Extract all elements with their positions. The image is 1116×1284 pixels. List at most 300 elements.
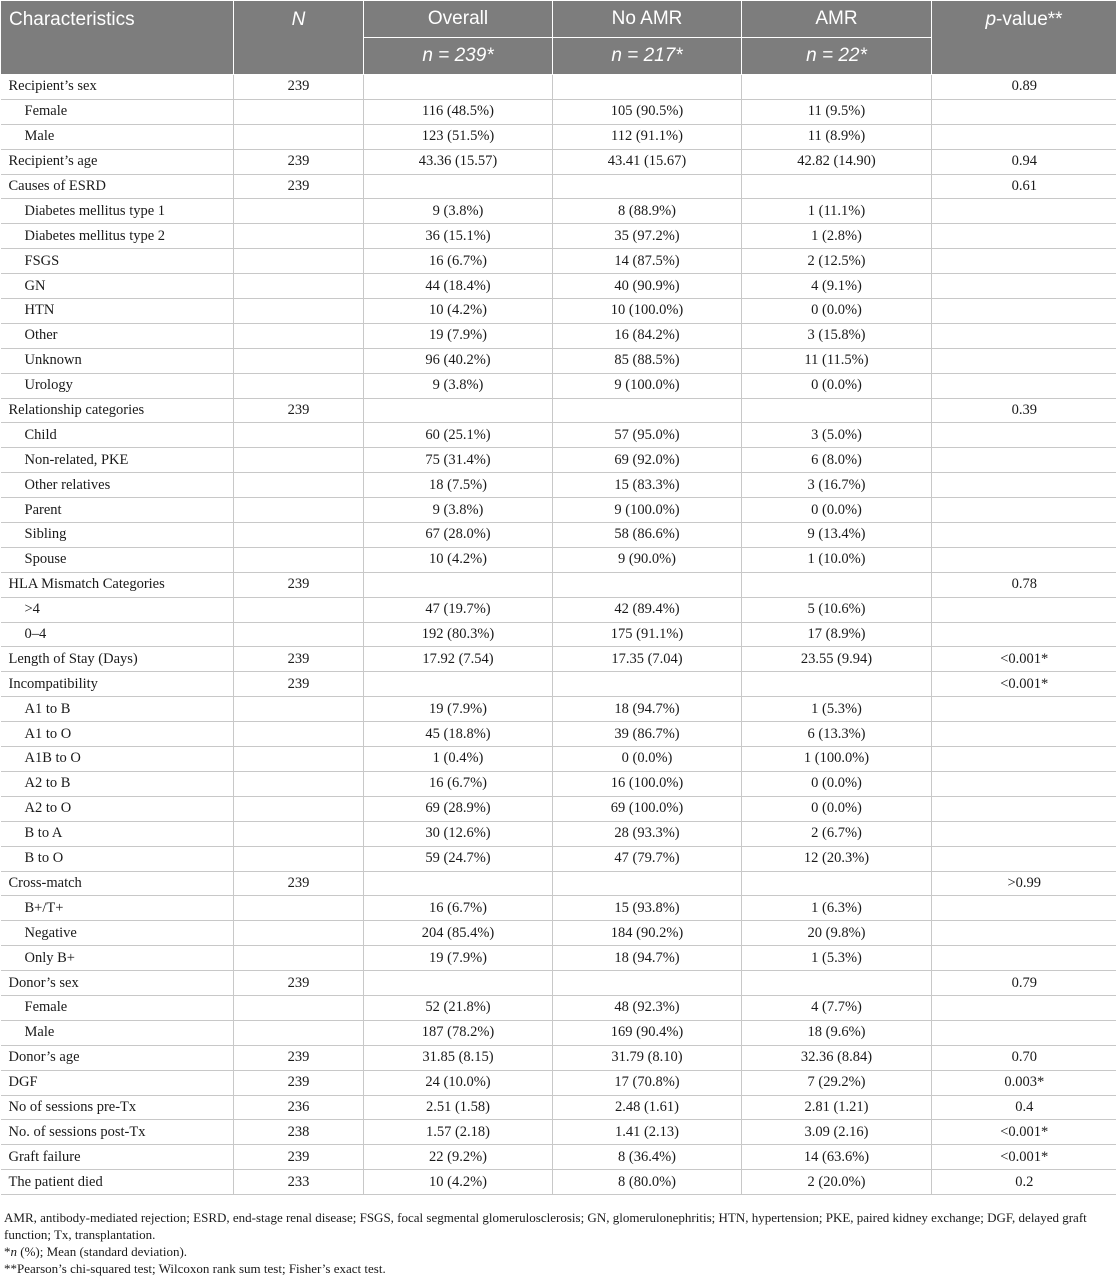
- row-amr: 32.36 (8.84): [742, 1045, 932, 1070]
- row-overall: [364, 971, 553, 996]
- row-overall: 123 (51.5%): [364, 124, 553, 149]
- row-p-value: [932, 473, 1116, 498]
- row-n: [234, 274, 364, 299]
- row-amr: 4 (7.7%): [742, 995, 932, 1020]
- row-no-amr: 39 (86.7%): [553, 722, 742, 747]
- row-n: 236: [234, 1095, 364, 1120]
- row-n: 239: [234, 672, 364, 697]
- row-amr: 1 (100.0%): [742, 747, 932, 772]
- row-p-value: [932, 299, 1116, 324]
- table-row: [1, 921, 1116, 946]
- row-p-value: [932, 448, 1116, 473]
- row-p-value: [932, 99, 1116, 124]
- row-overall: [364, 398, 553, 423]
- header-row: [1, 1, 1116, 38]
- footnote-1-mark: *: [4, 1244, 11, 1260]
- row-overall: 19 (7.9%): [364, 697, 553, 722]
- header-n-amr: [742, 38, 932, 75]
- row-no-amr: 42 (89.4%): [553, 597, 742, 622]
- row-overall: 1 (0.4%): [364, 747, 553, 772]
- row-n: [234, 249, 364, 274]
- row-amr: [742, 572, 932, 597]
- row-overall: 9 (3.8%): [364, 498, 553, 523]
- table-row: [1, 995, 1116, 1020]
- row-n: [234, 299, 364, 324]
- row-p-value: <0.001*: [932, 1120, 1116, 1145]
- row-no-amr: 9 (90.0%): [553, 547, 742, 572]
- row-amr: 3.09 (2.16): [742, 1120, 932, 1145]
- row-label: Graft failure: [1, 1145, 234, 1170]
- row-label: Other relatives: [1, 473, 234, 498]
- table-row: [1, 1170, 1116, 1195]
- row-no-amr: [553, 174, 742, 199]
- row-no-amr: 8 (36.4%): [553, 1145, 742, 1170]
- table-row: [1, 348, 1116, 373]
- row-n: [234, 224, 364, 249]
- n-symbol: n: [422, 45, 433, 66]
- row-no-amr: 17.35 (7.04): [553, 647, 742, 672]
- row-n: 239: [234, 174, 364, 199]
- table-row: [1, 473, 1116, 498]
- row-p-value: 0.61: [932, 174, 1116, 199]
- table-row: [1, 323, 1116, 348]
- row-overall: 30 (12.6%): [364, 821, 553, 846]
- table-row: [1, 423, 1116, 448]
- row-p-value: [932, 995, 1116, 1020]
- row-label: Recipient’s age: [1, 149, 234, 174]
- row-overall: 43.36 (15.57): [364, 149, 553, 174]
- row-p-value: 0.39: [932, 398, 1116, 423]
- row-label: B to A: [1, 821, 234, 846]
- row-overall: 10 (4.2%): [364, 547, 553, 572]
- table-row: [1, 722, 1116, 747]
- row-p-value: [932, 771, 1116, 796]
- row-no-amr: 15 (83.3%): [553, 473, 742, 498]
- table-row: [1, 523, 1116, 548]
- row-label: Sibling: [1, 523, 234, 548]
- row-p-value: [932, 821, 1116, 846]
- n-equals: =: [621, 45, 644, 66]
- row-label: Cross-match: [1, 871, 234, 896]
- header-p-value: [932, 1, 1116, 75]
- row-label: Urology: [1, 373, 234, 398]
- row-no-amr: 175 (91.1%): [553, 622, 742, 647]
- table-row: [1, 572, 1116, 597]
- row-n: [234, 448, 364, 473]
- row-label: Unknown: [1, 348, 234, 373]
- row-label: Causes of ESRD: [1, 174, 234, 199]
- table-row: [1, 448, 1116, 473]
- row-p-value: [932, 523, 1116, 548]
- row-p-value: [932, 946, 1116, 971]
- footnote-1: [4, 1243, 1112, 1260]
- row-p-value: [932, 722, 1116, 747]
- row-n: [234, 896, 364, 921]
- row-no-amr: 9 (100.0%): [553, 498, 742, 523]
- row-amr: 3 (5.0%): [742, 423, 932, 448]
- row-overall: [364, 871, 553, 896]
- row-amr: [742, 672, 932, 697]
- row-n: 239: [234, 75, 364, 100]
- table-body: [1, 75, 1116, 1195]
- table-row: [1, 622, 1116, 647]
- table-row: [1, 99, 1116, 124]
- row-n: 239: [234, 572, 364, 597]
- row-amr: 9 (13.4%): [742, 523, 932, 548]
- row-label: Female: [1, 995, 234, 1020]
- footnotes: [0, 1195, 1116, 1277]
- table-row: [1, 796, 1116, 821]
- row-n: [234, 498, 364, 523]
- row-amr: 1 (2.8%): [742, 224, 932, 249]
- row-overall: 9 (3.8%): [364, 199, 553, 224]
- row-overall: [364, 572, 553, 597]
- row-overall: 9 (3.8%): [364, 373, 553, 398]
- row-label: Recipient’s sex: [1, 75, 234, 100]
- table-row: [1, 224, 1116, 249]
- table-row: [1, 199, 1116, 224]
- row-p-value: 0.89: [932, 75, 1116, 100]
- header-no-amr: No AMR: [553, 1, 742, 38]
- n-equals: =: [432, 45, 455, 66]
- row-n: [234, 722, 364, 747]
- table-row: [1, 274, 1116, 299]
- row-p-value: [932, 348, 1116, 373]
- row-no-amr: 35 (97.2%): [553, 224, 742, 249]
- row-n: [234, 373, 364, 398]
- footnote-1-text: (%); Mean (standard deviation).: [17, 1244, 188, 1260]
- table-row: [1, 249, 1116, 274]
- row-overall: 1.57 (2.18): [364, 1120, 553, 1145]
- n-amr-value: 22*: [838, 45, 867, 66]
- row-label: A1B to O: [1, 747, 234, 772]
- row-p-value: [932, 846, 1116, 871]
- row-p-value: 0.003*: [932, 1070, 1116, 1095]
- row-n: 239: [234, 1045, 364, 1070]
- row-amr: 2 (20.0%): [742, 1170, 932, 1195]
- row-amr: [742, 398, 932, 423]
- row-label: Length of Stay (Days): [1, 647, 234, 672]
- row-amr: 4 (9.1%): [742, 274, 932, 299]
- row-overall: 96 (40.2%): [364, 348, 553, 373]
- row-no-amr: [553, 871, 742, 896]
- table-row: [1, 971, 1116, 996]
- row-label: DGF: [1, 1070, 234, 1095]
- row-no-amr: 31.79 (8.10): [553, 1045, 742, 1070]
- row-amr: [742, 971, 932, 996]
- row-amr: 0 (0.0%): [742, 771, 932, 796]
- row-amr: [742, 75, 932, 100]
- row-overall: 19 (7.9%): [364, 323, 553, 348]
- row-amr: 2.81 (1.21): [742, 1095, 932, 1120]
- row-amr: 5 (10.6%): [742, 597, 932, 622]
- row-overall: 116 (48.5%): [364, 99, 553, 124]
- row-no-amr: [553, 398, 742, 423]
- row-n: [234, 622, 364, 647]
- row-p-value: [932, 224, 1116, 249]
- row-label: Diabetes mellitus type 1: [1, 199, 234, 224]
- row-amr: 20 (9.8%): [742, 921, 932, 946]
- row-n: [234, 697, 364, 722]
- row-no-amr: 8 (80.0%): [553, 1170, 742, 1195]
- n-overall-value: 239*: [454, 45, 494, 66]
- table-row: [1, 1045, 1116, 1070]
- row-label: GN: [1, 274, 234, 299]
- row-label: Negative: [1, 921, 234, 946]
- row-overall: 18 (7.5%): [364, 473, 553, 498]
- row-n: 239: [234, 1145, 364, 1170]
- row-amr: 1 (11.1%): [742, 199, 932, 224]
- row-p-value: [932, 697, 1116, 722]
- row-overall: [364, 672, 553, 697]
- row-p-value: [932, 423, 1116, 448]
- row-overall: 31.85 (8.15): [364, 1045, 553, 1070]
- table-row: [1, 299, 1116, 324]
- row-n: 239: [234, 1070, 364, 1095]
- table-row: [1, 697, 1116, 722]
- header-p-rest: -value**: [996, 9, 1063, 30]
- row-no-amr: [553, 672, 742, 697]
- row-overall: 2.51 (1.58): [364, 1095, 553, 1120]
- row-overall: 47 (19.7%): [364, 597, 553, 622]
- row-no-amr: 2.48 (1.61): [553, 1095, 742, 1120]
- row-no-amr: 105 (90.5%): [553, 99, 742, 124]
- row-p-value: [932, 373, 1116, 398]
- row-label: No of sessions pre-Tx: [1, 1095, 234, 1120]
- row-p-value: 0.70: [932, 1045, 1116, 1070]
- row-p-value: [932, 597, 1116, 622]
- row-no-amr: 1.41 (2.13): [553, 1120, 742, 1145]
- n-symbol: n: [806, 45, 817, 66]
- row-label: A1 to O: [1, 722, 234, 747]
- header-overall: Overall: [364, 1, 553, 38]
- row-label: No. of sessions post-Tx: [1, 1120, 234, 1145]
- header-n: N: [234, 1, 364, 75]
- table-row: [1, 672, 1116, 697]
- row-no-amr: 0 (0.0%): [553, 747, 742, 772]
- row-n: [234, 747, 364, 772]
- row-n: 239: [234, 398, 364, 423]
- row-amr: 1 (5.3%): [742, 697, 932, 722]
- row-n: [234, 771, 364, 796]
- row-p-value: [932, 622, 1116, 647]
- row-no-amr: 18 (94.7%): [553, 697, 742, 722]
- row-overall: 67 (28.0%): [364, 523, 553, 548]
- row-p-value: [932, 274, 1116, 299]
- row-no-amr: 85 (88.5%): [553, 348, 742, 373]
- row-amr: 11 (8.9%): [742, 124, 932, 149]
- row-no-amr: 58 (86.6%): [553, 523, 742, 548]
- row-label: Donor’s age: [1, 1045, 234, 1070]
- table-row: [1, 597, 1116, 622]
- row-label: B+/T+: [1, 896, 234, 921]
- header-amr: AMR: [742, 1, 932, 38]
- table-row: [1, 373, 1116, 398]
- row-no-amr: 57 (95.0%): [553, 423, 742, 448]
- row-n: [234, 423, 364, 448]
- footnote-abbreviations: AMR, antibody-mediated rejection; ESRD, end-stage renal disease; FSGS, focal segmental glomerulosclerosis; GN, glomerulonephritis; HTN, hypertension; PKE, paired kidney exchange; DGF, delayed graft function; Tx, transplantation.: [4, 1210, 1087, 1243]
- row-no-amr: 8 (88.9%): [553, 199, 742, 224]
- row-label: B to O: [1, 846, 234, 871]
- row-p-value: [932, 498, 1116, 523]
- row-n: [234, 323, 364, 348]
- row-p-value: [932, 124, 1116, 149]
- row-overall: 10 (4.2%): [364, 299, 553, 324]
- row-label: Spouse: [1, 547, 234, 572]
- row-overall: 69 (28.9%): [364, 796, 553, 821]
- row-p-value: <0.001*: [932, 647, 1116, 672]
- row-amr: 6 (8.0%): [742, 448, 932, 473]
- row-p-value: [932, 249, 1116, 274]
- row-no-amr: 69 (92.0%): [553, 448, 742, 473]
- row-p-value: 0.78: [932, 572, 1116, 597]
- row-amr: 11 (9.5%): [742, 99, 932, 124]
- row-amr: [742, 871, 932, 896]
- table-row: [1, 846, 1116, 871]
- row-p-value: 0.94: [932, 149, 1116, 174]
- table-row: [1, 1095, 1116, 1120]
- row-p-value: [932, 547, 1116, 572]
- row-label: HTN: [1, 299, 234, 324]
- row-label: Male: [1, 1020, 234, 1045]
- row-amr: 3 (16.7%): [742, 473, 932, 498]
- row-overall: 60 (25.1%): [364, 423, 553, 448]
- row-n: 239: [234, 647, 364, 672]
- row-no-amr: 28 (93.3%): [553, 821, 742, 846]
- row-p-value: [932, 747, 1116, 772]
- row-p-value: [932, 323, 1116, 348]
- row-amr: 0 (0.0%): [742, 796, 932, 821]
- row-p-value: [932, 921, 1116, 946]
- row-no-amr: 15 (93.8%): [553, 896, 742, 921]
- row-no-amr: 16 (84.2%): [553, 323, 742, 348]
- row-overall: 36 (15.1%): [364, 224, 553, 249]
- row-no-amr: [553, 572, 742, 597]
- row-label: 0–4: [1, 622, 234, 647]
- table-row: [1, 1070, 1116, 1095]
- row-overall: 192 (80.3%): [364, 622, 553, 647]
- row-no-amr: 48 (92.3%): [553, 995, 742, 1020]
- row-label: A2 to B: [1, 771, 234, 796]
- row-amr: 14 (63.6%): [742, 1145, 932, 1170]
- table-row: [1, 498, 1116, 523]
- row-overall: [364, 174, 553, 199]
- row-n: [234, 348, 364, 373]
- row-overall: 45 (18.8%): [364, 722, 553, 747]
- table-row: [1, 149, 1116, 174]
- row-n: [234, 597, 364, 622]
- n-symbol: n: [611, 45, 622, 66]
- row-amr: 0 (0.0%): [742, 498, 932, 523]
- row-p-value: [932, 896, 1116, 921]
- row-overall: 22 (9.2%): [364, 1145, 553, 1170]
- row-n: [234, 796, 364, 821]
- table-row: [1, 896, 1116, 921]
- row-label: Parent: [1, 498, 234, 523]
- row-n: [234, 821, 364, 846]
- table-row: [1, 747, 1116, 772]
- n-no-amr-value: 217*: [643, 45, 683, 66]
- row-overall: 59 (24.7%): [364, 846, 553, 871]
- row-n: [234, 523, 364, 548]
- row-amr: [742, 174, 932, 199]
- table-row: [1, 1020, 1116, 1045]
- header-p-italic: p: [985, 9, 997, 30]
- row-amr: 1 (10.0%): [742, 547, 932, 572]
- row-label: Non-related, PKE: [1, 448, 234, 473]
- row-amr: 2 (6.7%): [742, 821, 932, 846]
- header-n-no-amr: [553, 38, 742, 75]
- table-row: [1, 1120, 1116, 1145]
- row-n: 238: [234, 1120, 364, 1145]
- row-overall: 204 (85.4%): [364, 921, 553, 946]
- row-n: [234, 995, 364, 1020]
- row-label: Only B+: [1, 946, 234, 971]
- row-no-amr: 47 (79.7%): [553, 846, 742, 871]
- row-label: Incompatibility: [1, 672, 234, 697]
- row-p-value: <0.001*: [932, 672, 1116, 697]
- row-no-amr: 14 (87.5%): [553, 249, 742, 274]
- row-p-value: [932, 1020, 1116, 1045]
- table-row: [1, 75, 1116, 100]
- row-amr: 7 (29.2%): [742, 1070, 932, 1095]
- row-no-amr: 112 (91.1%): [553, 124, 742, 149]
- row-overall: [364, 75, 553, 100]
- row-overall: 52 (21.8%): [364, 995, 553, 1020]
- row-overall: 16 (6.7%): [364, 249, 553, 274]
- row-p-value: [932, 796, 1116, 821]
- row-no-amr: 184 (90.2%): [553, 921, 742, 946]
- row-label: Relationship categories: [1, 398, 234, 423]
- table-row: [1, 398, 1116, 423]
- row-n: 233: [234, 1170, 364, 1195]
- row-n: [234, 1020, 364, 1045]
- footnote-1-n: n: [10, 1244, 17, 1260]
- table-row: [1, 124, 1116, 149]
- row-n: [234, 99, 364, 124]
- row-label: A1 to B: [1, 697, 234, 722]
- row-overall: 17.92 (7.54): [364, 647, 553, 672]
- row-p-value: 0.79: [932, 971, 1116, 996]
- row-overall: 75 (31.4%): [364, 448, 553, 473]
- table-row: [1, 871, 1116, 896]
- row-no-amr: 16 (100.0%): [553, 771, 742, 796]
- row-amr: 0 (0.0%): [742, 299, 932, 324]
- row-label: Female: [1, 99, 234, 124]
- row-n: 239: [234, 149, 364, 174]
- row-p-value: [932, 199, 1116, 224]
- row-no-amr: 10 (100.0%): [553, 299, 742, 324]
- row-label: >4: [1, 597, 234, 622]
- header-characteristics: Characteristics: [1, 1, 234, 75]
- row-p-value: 0.2: [932, 1170, 1116, 1195]
- row-amr: 1 (5.3%): [742, 946, 932, 971]
- row-overall: 24 (10.0%): [364, 1070, 553, 1095]
- footnote-2: **Pearson’s chi-squared test; Wilcoxon rank sum test; Fisher’s exact test.: [4, 1261, 386, 1277]
- table-row: [1, 946, 1116, 971]
- row-n: [234, 124, 364, 149]
- row-overall: 16 (6.7%): [364, 896, 553, 921]
- row-overall: 16 (6.7%): [364, 771, 553, 796]
- row-no-amr: 43.41 (15.67): [553, 149, 742, 174]
- row-n: [234, 846, 364, 871]
- row-amr: 11 (11.5%): [742, 348, 932, 373]
- row-label: HLA Mismatch Categories: [1, 572, 234, 597]
- row-amr: 42.82 (14.90): [742, 149, 932, 174]
- row-p-value: 0.4: [932, 1095, 1116, 1120]
- row-amr: 23.55 (9.94): [742, 647, 932, 672]
- row-label: A2 to O: [1, 796, 234, 821]
